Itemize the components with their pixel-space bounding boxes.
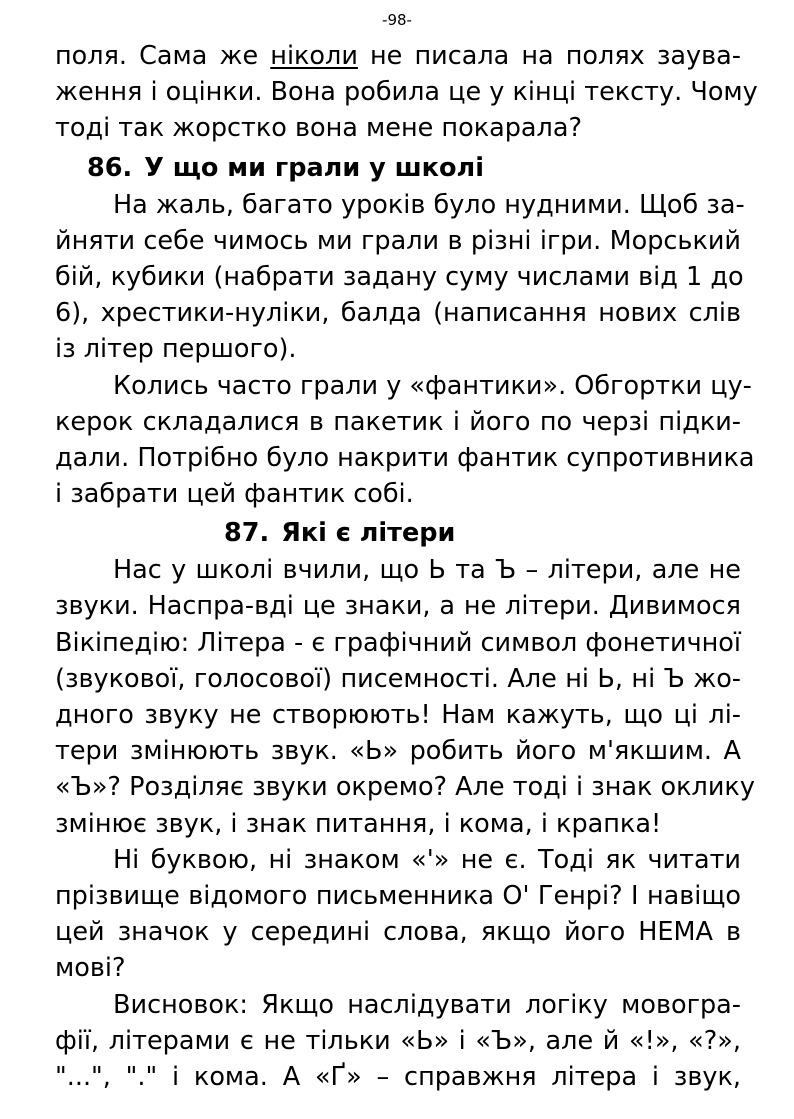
section-title: Які є літери [281, 518, 456, 549]
paragraph [55, 987, 741, 1096]
text-line: із літер першого). [55, 334, 297, 365]
section-number: 87. [224, 518, 270, 549]
intro-paragraph [55, 38, 758, 147]
text-span: поля. Сама же [55, 41, 271, 71]
text-line: Ні буквою, ні знаком «'» не є. Тоді як читати [113, 844, 741, 875]
text-span: не писала на полях заува- [357, 41, 741, 71]
text-line: дали. Потрібно було накрити фантик супротивника [55, 442, 755, 473]
page-number: -98- [382, 11, 412, 29]
text-line: змінює звук, і знак питання, і кома, і крапка! [55, 808, 662, 839]
text-line: Вікіпедію: Літера - є графічний символ фонетичної [55, 627, 741, 658]
paragraph [55, 552, 755, 842]
text-line: «Ъ»? Розділяє звуки окремо? Але тоді і знак оклику [55, 772, 755, 803]
paragraph [55, 187, 745, 368]
text-line: тери змінюють звук. «Ь» робить його м'якшим. А [55, 736, 741, 767]
text-line: мові? [55, 953, 126, 984]
text-line: бій, кубики (набрати задану суму числами від 1 до [55, 261, 744, 292]
text-line: йняти себе чимось ми грали в різні ігри. Морський [55, 225, 741, 256]
text-line: звуки. Наспра-вді це знаки, а не літери. Дивимося [55, 591, 741, 622]
underlined-word: ніколи [270, 41, 358, 71]
section-heading-86 [55, 149, 741, 187]
text-line: і забрати цей фантик собі. [55, 479, 414, 510]
text-line: керок складалися в пакетик і його по черзі підки- [55, 406, 741, 437]
section-number: 86. [87, 152, 133, 183]
text-line: (звукової, голосової) писемності. Але ні Ь, ні Ъ жо- [55, 663, 741, 694]
paragraph [55, 368, 755, 513]
text-line: фії, літерами є не тільки «Ь» і «Ъ», але й «!», «?», [55, 1025, 741, 1056]
text-line: тоді так жорстко вона мене покарала? [55, 113, 583, 144]
text-line: 6), хрестики-нуліки, балда (написання нових слів [55, 298, 741, 329]
page-content [55, 38, 758, 1095]
text-line: "...", "." і кома. А «Ґ» – справжня літера і звук, [55, 1061, 741, 1092]
text-line: Висновок: Якщо наслідувати логіку мовогра- [113, 989, 741, 1020]
text-line: дного звуку не створюють! Нам кажуть, що ці лі- [55, 700, 741, 730]
text-line: прізвище відомого письменника О' Генрі? І навіщо [55, 880, 741, 911]
text-line: Колись часто грали у «фантики». Обгортки цу- [113, 370, 752, 401]
section-heading-87 [55, 514, 741, 552]
text-line: цей значок у середині слова, якщо його НЕМА в [55, 917, 741, 948]
text-line: ження і оцінки. Вона робила це у кінці тексту. Чому [55, 77, 758, 108]
text-line: Нас у школі вчили, що Ь та Ъ – літери, але не [113, 555, 741, 586]
text-line: На жаль, багато уроків було нудними. Щоб за- [113, 189, 745, 220]
section-title: У що ми грали у школі [144, 152, 484, 183]
paragraph [55, 842, 741, 987]
text-line [55, 38, 741, 74]
